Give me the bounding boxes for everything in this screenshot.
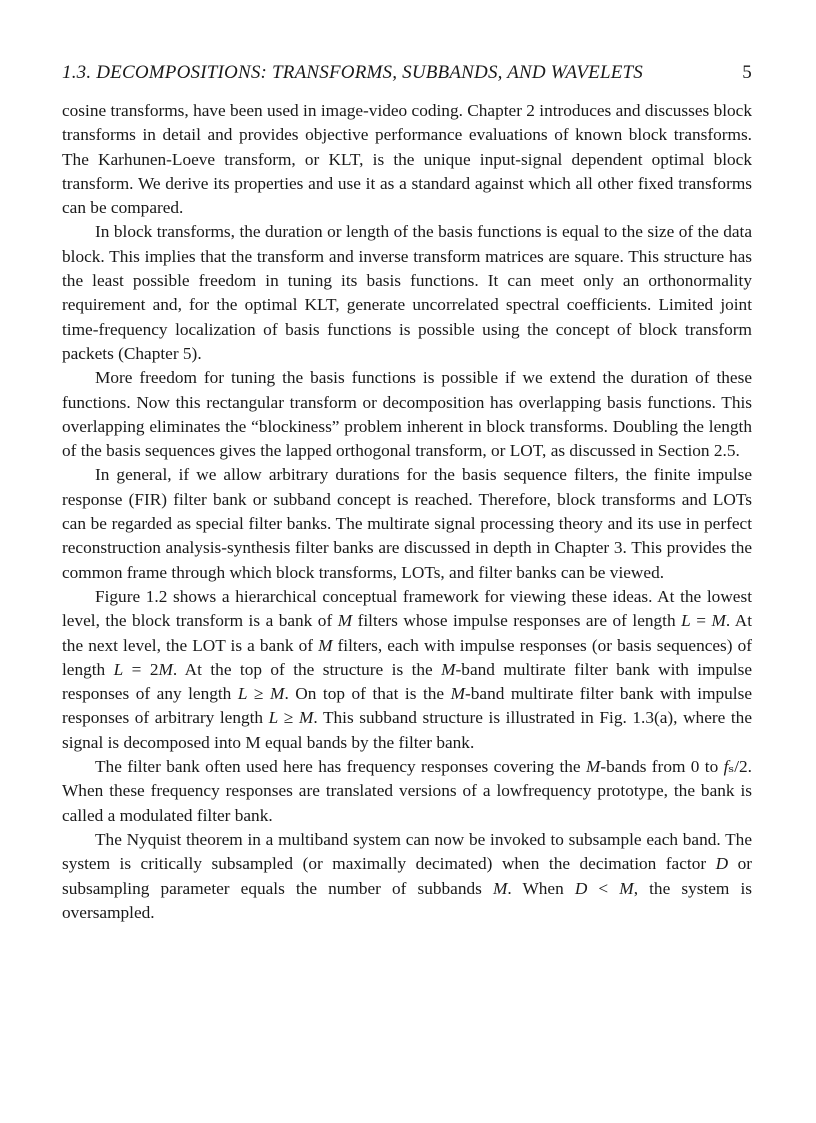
text-segment: -band multirate filter bank with impulse responses of arbitrary length <box>62 684 753 728</box>
text-segment: < <box>587 878 620 898</box>
math-symbol: L <box>113 659 124 679</box>
running-header <box>62 62 752 84</box>
paragraph <box>62 585 752 755</box>
text-segment: Figure 1.2 shows a hierarchical conceptual framework for viewing these ideas. At the lowest level, the block transform is a bank of <box>62 586 752 631</box>
text-segment: In block transforms, the duration or length of the basis functions is equal to the size of the data block. This implies that the transform and inverse transform matrices are square. This structure has the least possible freedom in tuning its basis functions. It can meet only an orthonormality requirement and, for the optimal KLT, generate uncorrelated spectral coefficients. Limited joint time-frequency localization of basis functions is possible using the concept of block transform packets (Chapter 5). <box>62 222 752 363</box>
math-symbol: M <box>711 611 726 631</box>
text-segment: filters whose impulse responses are of length <box>352 611 682 631</box>
math-symbol: L <box>681 611 691 631</box>
text-segment: . At the top of the structure is the <box>172 659 442 679</box>
math-symbol: M <box>270 684 285 704</box>
text-segment: . On top of that is the <box>284 684 451 704</box>
text-segment: . At the next level, the LOT is a bank of <box>62 611 752 655</box>
math-symbol: f <box>723 757 729 777</box>
math-symbol: M <box>441 659 456 679</box>
text-segment: filters, each with impulse responses (or basis sequences) of length <box>62 635 753 679</box>
text-segment: cosine transforms, have been used in image-video coding. Chapter 2 introduces and discusses block transforms in detail and provides objective performance evaluations of known block transforms. The Karhunen-Loeve transform, or KLT, is the unique input-signal dependent optimal block transform. We derive its properties and use it as a standard against which all other fixed transforms can be compared. <box>62 101 752 218</box>
paragraph <box>62 463 752 584</box>
text-segment: -band multirate filter bank with impulse responses of any length <box>62 659 753 704</box>
text-segment: , the system is oversampled. <box>62 878 752 922</box>
text-segment: More freedom for tuning the basis functions is possible if we extend the duration of these functions. Now this rectangular transform or decomposition has overlapping basis functions. This overlapping eliminates the “blockiness” problem inherent in block transforms. Doubling the length of the basis sequences gives the lapped orthogonal transform, or LOT, as discussed in Section 2.5. <box>62 368 752 461</box>
math-symbol: M <box>585 757 601 777</box>
page <box>62 62 752 925</box>
paragraph <box>62 755 752 828</box>
text-segment: The Nyquist theorem in a multiband system can now be invoked to subsample each band. The system is critically subsampled (or maximally decimated) when the decimation factor <box>62 829 752 874</box>
text-segment: = 2 <box>123 659 159 679</box>
math-symbol: D <box>574 878 588 898</box>
math-symbol: M <box>158 659 173 679</box>
text-segment: ≥ <box>278 708 299 728</box>
paragraph <box>62 99 752 220</box>
math-symbol: M <box>318 635 333 655</box>
math-symbol: M <box>619 878 634 898</box>
math-symbol: M <box>337 611 353 631</box>
math-symbol: L <box>237 684 248 704</box>
text-segment: -bands from 0 to <box>600 757 724 777</box>
text-segment: . When <box>507 878 575 898</box>
math-symbol: D <box>715 854 729 874</box>
text-segment: ₛ/2. When these frequency responses are translated versions of a lowfrequency prototype, the bank is called a modulated filter bank. <box>62 757 753 825</box>
math-symbol: M <box>298 708 314 728</box>
text-segment: = <box>690 611 712 631</box>
math-symbol: L <box>268 708 279 728</box>
math-symbol: M <box>492 878 508 898</box>
text-segment: In general, if we allow arbitrary durations for the basis sequence filters, the finite impulse response (FIR) filter bank or subband concept is reached. Therefore, block transforms and LOTs can be regarded as special filter banks. The multirate signal processing theory and its use in perfect reconstruction analysis-synthesis filter banks are discussed in depth in Chapter 3. This provides the common frame through which block transforms, LOTs, and filter banks can be viewed. <box>62 465 752 582</box>
paragraph <box>62 828 752 925</box>
text-segment: The filter bank often used here has frequency responses covering the <box>95 757 586 777</box>
paragraph <box>62 220 752 366</box>
text-segment: or subsampling parameter equals the number of subbands <box>62 854 753 898</box>
text-segment: . This subband structure is illustrated in Fig. 1.3(a), where the signal is decomposed into M equal bands by the filter bank. <box>62 708 752 752</box>
paragraph <box>62 366 752 463</box>
math-symbol: M <box>450 684 466 704</box>
text-segment: ≥ <box>247 684 271 704</box>
section-title: 1.3. DECOMPOSITIONS: TRANSFORMS, SUBBANDS, AND WAVELETS <box>62 62 643 83</box>
page-number: 5 <box>742 62 752 83</box>
body-text <box>62 99 752 925</box>
